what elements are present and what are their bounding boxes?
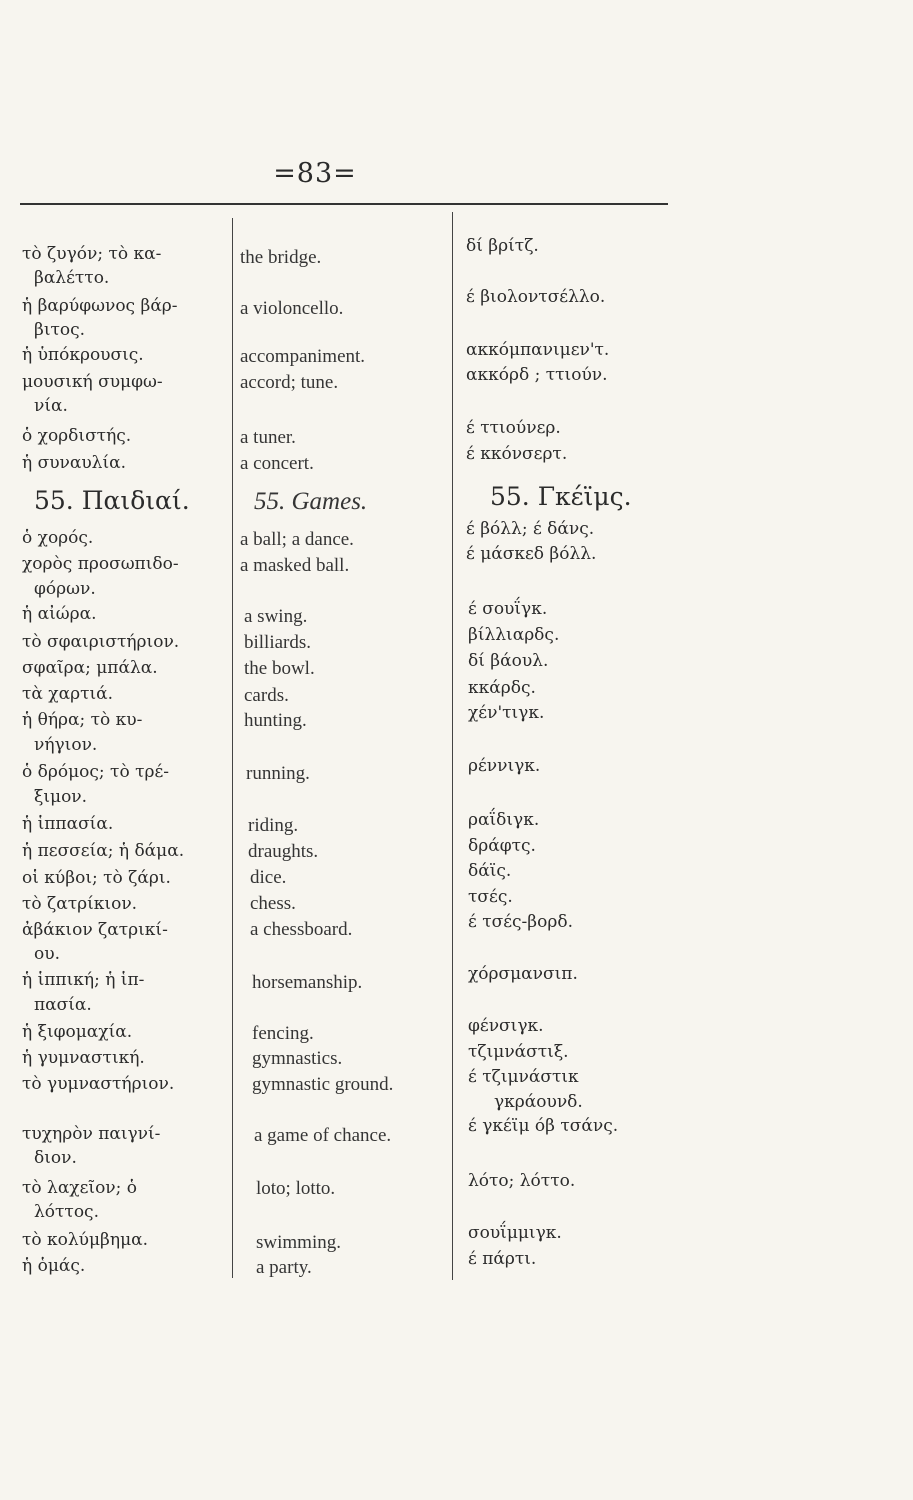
translit-line: δράφτς. <box>468 836 536 856</box>
english-line: a masked ball. <box>240 555 350 576</box>
greek-line: ὁ χορδιστής. <box>22 426 132 446</box>
greek-line: ἡ ἱππασία. <box>22 814 114 834</box>
greek-line: ἡ αἰώρα. <box>22 604 97 624</box>
greek-line: φόρων. <box>34 579 96 599</box>
english-line: the bridge. <box>240 247 322 268</box>
english-line: a party. <box>256 1257 312 1278</box>
translit-line: έ τζιμνάστικ <box>468 1067 579 1087</box>
english-line: cards. <box>244 685 289 706</box>
greek-line: διον. <box>34 1148 77 1168</box>
translit-line: τσές. <box>468 887 513 907</box>
greek-line: μουσική συμφω- <box>22 372 163 392</box>
translit-line: γκράουνδ. <box>494 1092 583 1112</box>
english-line: swimming. <box>256 1232 341 1253</box>
greek-line: πασία. <box>34 995 92 1015</box>
greek-line: ου. <box>34 944 60 964</box>
greek-line: τὸ σφαιριστήριον. <box>22 632 180 652</box>
greek-line: οἱ κύβοι; τὸ ζάρι. <box>22 868 171 888</box>
greek-line: σφαῖρα; μπάλα. <box>22 658 158 678</box>
english-line: accord; tune. <box>240 372 339 393</box>
english-line: a ball; a dance. <box>240 529 354 550</box>
translit-line: δάϊς. <box>468 861 512 881</box>
translit-line: σουΐμμιγκ. <box>468 1223 562 1243</box>
header-rule <box>20 203 668 205</box>
english-line: the bowl. <box>244 658 315 679</box>
translit-line: ακκόρδ ; ττιούν. <box>466 365 608 385</box>
translit-line: φένσιγκ. <box>468 1016 544 1036</box>
english-line: a violoncello. <box>240 298 344 319</box>
section-heading-translit: 55. Γκέϊμς. <box>490 482 632 511</box>
english-line: hunting. <box>244 710 307 731</box>
greek-line: ἡ συναυλία. <box>22 453 127 473</box>
translit-line: έ γκέϊμ όβ τσάνς. <box>468 1116 619 1136</box>
greek-line: ὁ δρόμος; τὸ τρέ- <box>22 762 170 782</box>
english-line: a game of chance. <box>254 1125 392 1146</box>
greek-line: ἡ γυμναστική. <box>22 1048 145 1068</box>
english-line: a concert. <box>240 453 314 474</box>
translit-line: δί βρίτζ. <box>466 236 539 256</box>
greek-line: ἡ πεσσεία; ἡ δάμα. <box>22 841 185 861</box>
greek-line: τὸ κολύμβημα. <box>22 1230 149 1250</box>
english-line: chess. <box>250 893 296 914</box>
greek-line: τὸ ζυγόν; τὸ κα- <box>22 244 162 264</box>
translit-line: ρέννιγκ. <box>468 756 541 776</box>
greek-line: βιτος. <box>34 320 86 340</box>
translit-line: έ ττιούνερ. <box>466 418 561 438</box>
translit-line: χέν'τιγκ. <box>468 703 545 723</box>
translit-line: έ βόλλ; έ δάνς. <box>466 519 595 539</box>
english-line: accompaniment. <box>240 346 366 367</box>
page-number: =83= <box>273 158 357 189</box>
translit-line: κκάρδς. <box>468 678 536 698</box>
greek-line: λόττος. <box>34 1202 99 1222</box>
greek-line: τὸ ζατρίκιον. <box>22 894 138 914</box>
greek-line: βαλέττο. <box>34 268 110 288</box>
translit-line: ραΐδιγκ. <box>468 810 540 830</box>
column-divider-right <box>452 212 453 1280</box>
english-line: draughts. <box>248 841 319 862</box>
english-line: a tuner. <box>240 427 296 448</box>
greek-line: τὰ χαρτιά. <box>22 684 114 704</box>
translit-line: τζιμνάστιξ. <box>468 1042 569 1062</box>
english-line: gymnastic ground. <box>252 1074 394 1095</box>
english-line: horsemanship. <box>252 972 363 993</box>
greek-line: νήγιον. <box>34 735 98 755</box>
column-divider-left <box>232 218 233 1278</box>
translit-line: ακκόμπανιμεν'τ. <box>466 340 610 360</box>
greek-line: νία. <box>34 396 68 416</box>
greek-line: χορὸς προσωπιδο- <box>22 554 179 574</box>
greek-line: τυχηρὸν παιγνί- <box>22 1124 161 1144</box>
english-line: a chessboard. <box>250 919 353 940</box>
section-heading-english: 55. Games. <box>254 488 368 515</box>
greek-line: ἀβάκιον ζατρικί- <box>22 920 168 940</box>
greek-line: ξιμον. <box>34 787 88 807</box>
translit-line: έ μάσκεδ βόλλ. <box>466 544 597 564</box>
greek-line: ἡ ἱππική; ἡ ἱπ- <box>22 970 145 990</box>
greek-line: ἡ θήρα; τὸ κυ- <box>22 710 143 730</box>
translit-line: έ σουΐγκ. <box>468 599 548 619</box>
greek-line: ἡ ὑπόκρουσις. <box>22 345 144 365</box>
section-heading-greek: 55. Παιδιαί. <box>34 486 190 515</box>
greek-line: ἡ βαρύφωνος βάρ- <box>22 296 178 316</box>
translit-line: βίλλιαρδς. <box>468 625 560 645</box>
english-line: riding. <box>248 815 299 836</box>
greek-line: ἡ ξιφομαχία. <box>22 1022 133 1042</box>
translit-line: λότο; λόττο. <box>468 1171 576 1191</box>
english-line: a swing. <box>244 606 308 627</box>
greek-line: ὁ χορός. <box>22 528 94 548</box>
translit-line: έ πάρτι. <box>468 1249 537 1269</box>
translit-line: έ βιολοντσέλλο. <box>466 287 606 307</box>
translit-line: έ κκόνσερτ. <box>466 444 568 464</box>
english-line: billiards. <box>244 632 312 653</box>
translit-line: δί βάουλ. <box>468 651 549 671</box>
english-line: running. <box>246 763 310 784</box>
english-line: dice. <box>250 867 287 888</box>
english-line: fencing. <box>252 1023 314 1044</box>
translit-line: χόρσμανσιπ. <box>468 964 578 984</box>
greek-line: τὸ λαχεῖον; ὁ <box>22 1178 138 1198</box>
translit-line: έ τσές-βορδ. <box>468 912 573 932</box>
english-line: loto; lotto. <box>256 1178 336 1199</box>
greek-line: τὸ γυμναστήριον. <box>22 1074 175 1094</box>
greek-line: ἡ ὁμάς. <box>22 1256 86 1276</box>
english-line: gymnastics. <box>252 1048 343 1069</box>
